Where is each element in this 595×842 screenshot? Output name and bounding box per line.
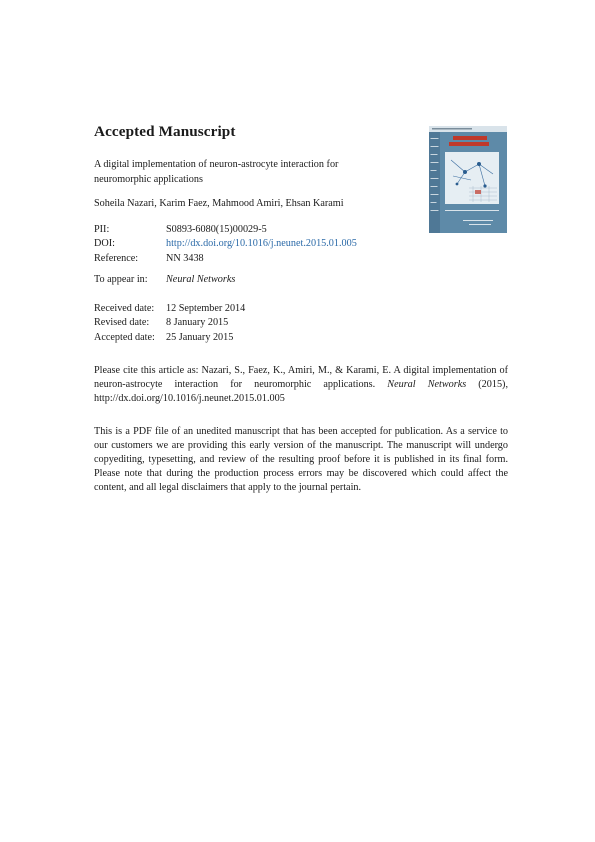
reference-value: NN 3438	[166, 252, 204, 264]
journal-cover-artwork	[429, 126, 507, 233]
appear-label: To appear in:	[94, 274, 148, 285]
pii-label: PII:	[94, 224, 110, 235]
reference-label: Reference:	[94, 252, 139, 264]
article-title-line-1: A digital implementation of neuron-astrocyte interaction for	[94, 159, 339, 170]
doi-label: DOI:	[94, 238, 115, 250]
revised-value: 8 January 2015	[166, 317, 229, 329]
citation-journal-part-1: Neural	[387, 379, 416, 391]
author-list: Soheila Nazari, Karim Faez, Mahmood Amiri, Ehsan Karami	[94, 198, 344, 209]
citation-line-2: implementation of neuron-astrocyte interaction for neuromorphic applications.	[94, 365, 509, 391]
accepted-label: Accepted date:	[94, 331, 155, 343]
citation-line-1: Please cite this article as: Nazari, S., Faez, K., Amiri, M., & Karami, E. A digital	[94, 365, 430, 376]
received-label: Received date:	[94, 303, 155, 314]
received-value: 12 September 2014	[166, 303, 246, 314]
revised-label: Revised date:	[94, 317, 150, 329]
doi-link[interactable]: http://dx.doi.org/10.1016/j.neunet.2015.01.005	[166, 238, 357, 250]
citation-paragraph	[94, 364, 508, 406]
journal-name: Neural Networks	[166, 274, 236, 285]
pii-value: S0893-6080(15)00029-5	[166, 224, 267, 235]
accepted-value: 25 January 2015	[166, 331, 234, 343]
journal-cover-image	[429, 126, 507, 233]
article-title-line-2: neuromorphic applications	[94, 173, 203, 185]
citation-journal-part-2: Networks	[427, 379, 467, 391]
citation-line-3: (2015), http://dx.doi.org/10.1016/j.neunet.2015.01.005	[94, 379, 508, 405]
page-title: Accepted Manuscript	[94, 123, 236, 140]
article-title	[94, 158, 394, 187]
disclaimer-paragraph: This is a PDF file of an unedited manuscript that has been accepted for publication. As a service to our customers we are providing this early version of the manuscript. The manuscript will undergo copyediting, typesetting, and review of the resulting proof before it is published in its final form. Please note that during the production process errors may be discovered which could affect the content, and all legal disclaimers that apply to the journal pertain.	[94, 426, 508, 494]
